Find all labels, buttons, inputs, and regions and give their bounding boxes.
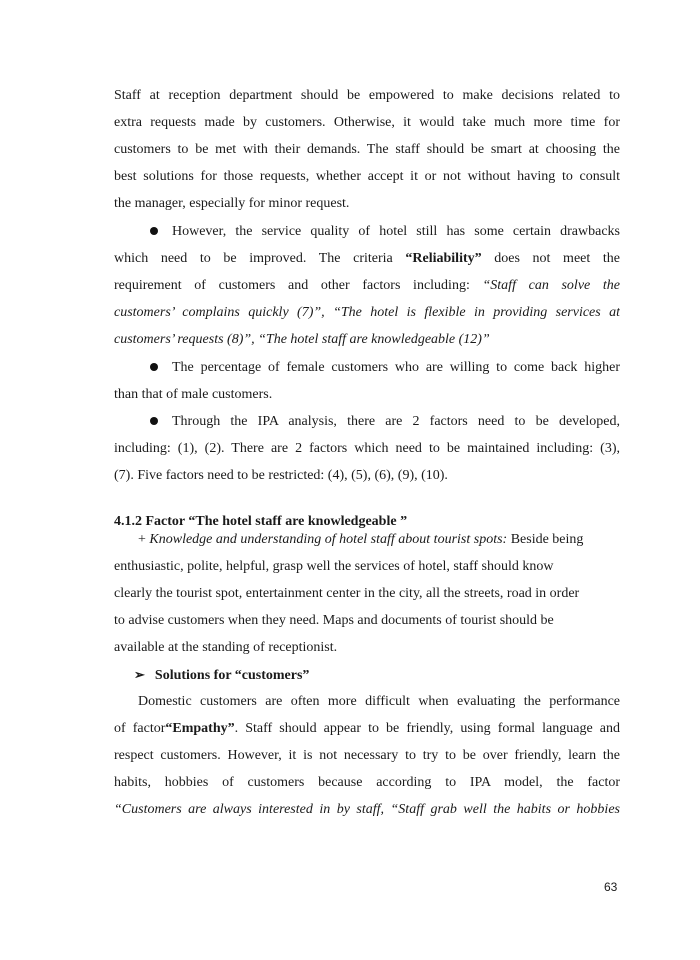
text-span: which need to be improved. The criteria bbox=[114, 251, 393, 266]
text-line: the manager, especially for minor request. bbox=[114, 196, 350, 211]
section-heading: 4.1.2 Factor “The hotel staff are knowledgeable ” bbox=[114, 514, 408, 529]
text-line: customers to be met with their demands. The staff should be smart at choosing the bbox=[114, 142, 620, 157]
bullet-text: Through the IPA analysis, there are 2 factors need to be developed, bbox=[172, 414, 620, 429]
bullet-icon bbox=[150, 417, 158, 425]
bullet-text: The percentage of female customers who are willing to come back higher bbox=[172, 360, 620, 375]
text-span: Beside being bbox=[510, 532, 584, 547]
arrow-bullet-icon: ➢ bbox=[134, 667, 145, 682]
text-line: extra requests made by customers. Otherwise, it would take much more time for bbox=[114, 115, 620, 130]
text-line: available at the standing of receptionist. bbox=[114, 640, 338, 655]
text-line bbox=[114, 408, 620, 435]
italic-span: “Staff can solve the bbox=[482, 278, 620, 293]
text-span: of factor bbox=[114, 721, 166, 736]
bullet-ipa-analysis bbox=[114, 408, 620, 489]
text-line bbox=[114, 272, 620, 299]
text-line: enthusiastic, polite, helpful, grasp well the services of hotel, staff should know bbox=[114, 559, 554, 574]
plus-marker: + bbox=[138, 532, 146, 547]
bullet-text: However, the service quality of hotel still has some certain drawbacks bbox=[172, 224, 620, 239]
paragraph-knowledge bbox=[114, 526, 620, 661]
bullet-icon bbox=[150, 363, 158, 371]
text-line bbox=[114, 326, 620, 353]
solutions-label: Solutions for “customers” bbox=[154, 668, 310, 683]
text-line bbox=[114, 715, 620, 742]
text-line: clearly the tourist spot, entertainment center in the city, all the streets, road in order bbox=[114, 586, 580, 601]
italic-span: customers’ requests (8)”, “The hotel staff are knowledgeable (12)” bbox=[114, 332, 490, 347]
text-line: including: (1), (2). There are 2 factors which need to be maintained including: (3), bbox=[114, 441, 620, 456]
text-line: respect customers. However, it is not necessary to try to be over friendly, learn the bbox=[114, 748, 620, 763]
text-span: does not meet the bbox=[494, 251, 620, 266]
page-number: 63 bbox=[604, 880, 618, 894]
text-line: to advise customers when they need. Maps and documents of tourist should be bbox=[114, 613, 554, 628]
text-line bbox=[114, 299, 620, 326]
text-line bbox=[114, 796, 620, 823]
bullet-icon bbox=[150, 227, 158, 235]
paragraph-empathy bbox=[114, 688, 620, 823]
text-span: Domestic customers are often more difficult when evaluating the performance bbox=[138, 694, 620, 709]
text-line bbox=[114, 354, 620, 381]
bullet-drawbacks bbox=[114, 218, 620, 353]
bullet-female-customers bbox=[114, 354, 620, 408]
bold-term-empathy: “Empathy” bbox=[165, 721, 235, 736]
bold-term-reliability: “Reliability” bbox=[405, 251, 482, 266]
text-line bbox=[114, 688, 620, 715]
text-line: than that of male customers. bbox=[114, 387, 273, 402]
italic-span: customers’ complains quickly (7)”, “The hotel is flexible in providing services at bbox=[114, 305, 620, 320]
text-line bbox=[114, 526, 620, 553]
solutions-heading bbox=[134, 661, 534, 689]
text-line: (7). Five factors need to be restricted: (4), (5), (6), (9), (10). bbox=[114, 468, 448, 483]
text-line bbox=[114, 218, 620, 245]
paragraph-reception bbox=[114, 82, 620, 217]
text-line: best solutions for those requests, whether accept it or not without having to consult bbox=[114, 169, 620, 184]
italic-span: “Customers are always interested in by staff, “Staff grab well the habits or hobbies bbox=[114, 802, 620, 817]
text-line: Staff at reception department should be empowered to make decisions related to bbox=[114, 88, 620, 103]
text-line: habits, hobbies of customers because according to IPA model, the factor bbox=[114, 775, 620, 790]
text-span: requirement of customers and other factors including: bbox=[114, 278, 470, 293]
text-span: . Staff should appear to be friendly, using formal language and bbox=[234, 721, 620, 736]
text-line bbox=[114, 245, 620, 272]
italic-span: Knowledge and understanding of hotel staff about tourist spots: bbox=[149, 532, 508, 547]
